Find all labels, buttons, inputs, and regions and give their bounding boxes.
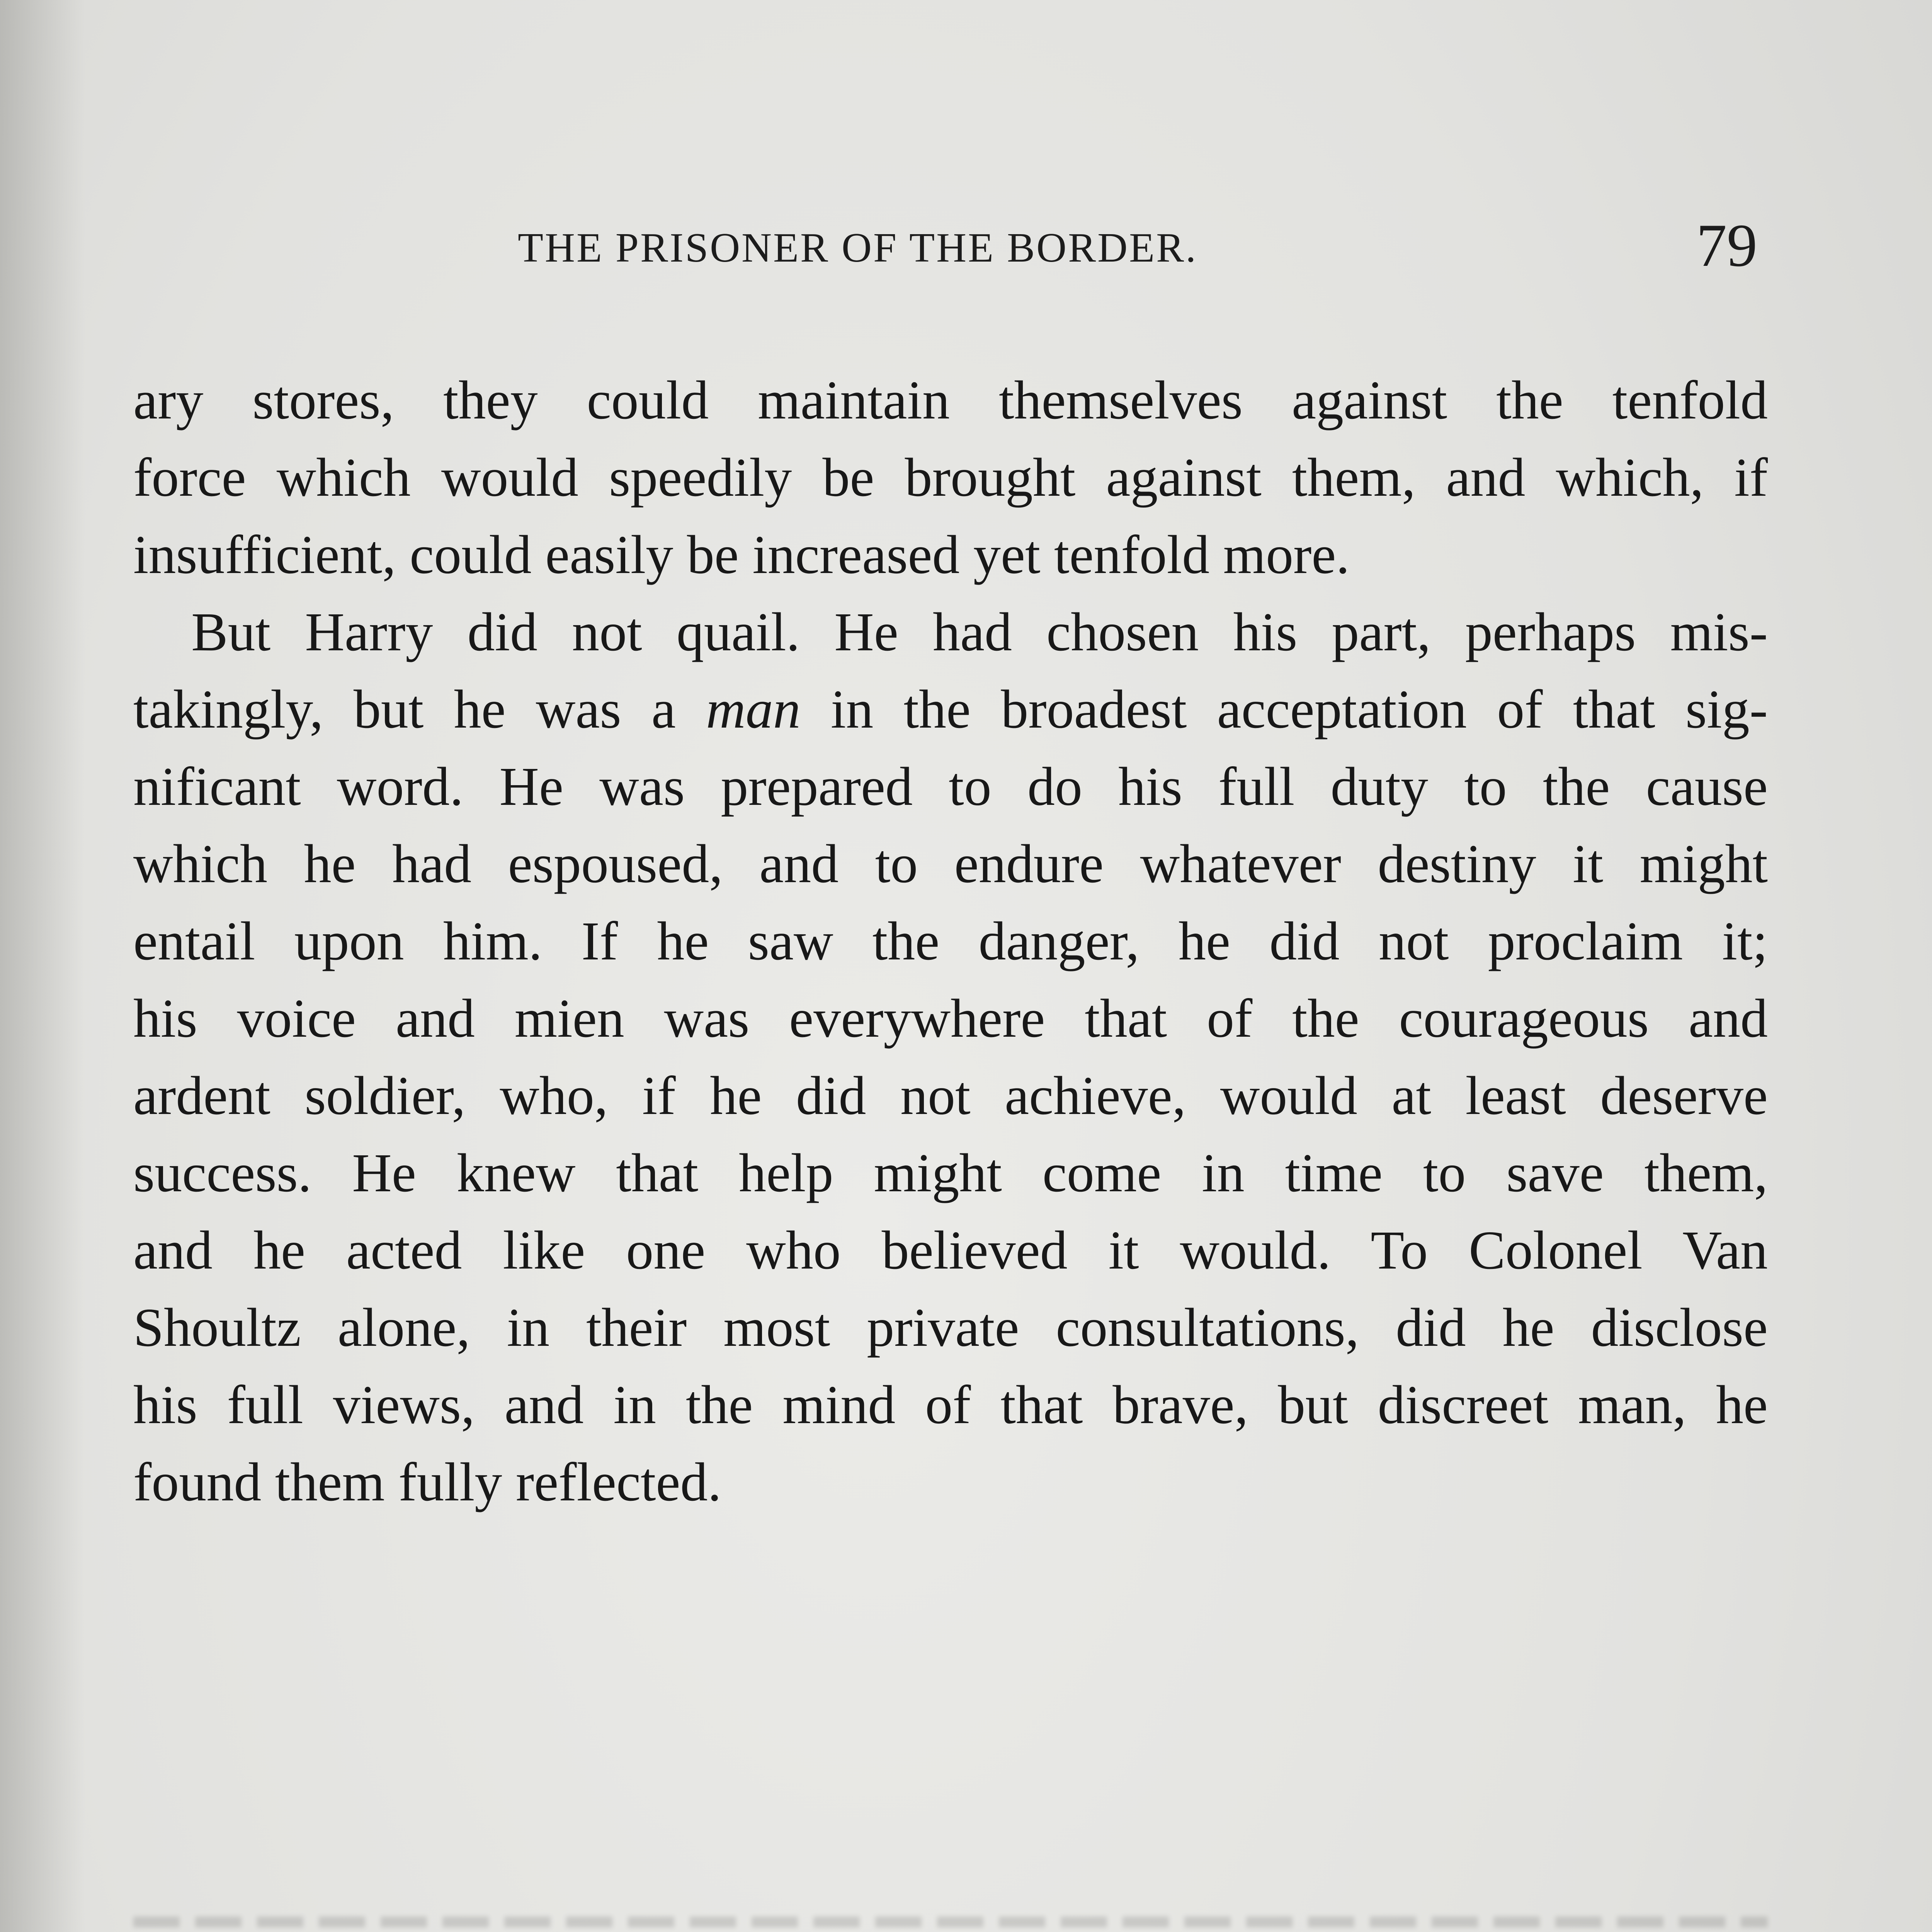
emphasized-word: man — [706, 679, 801, 740]
running-title: THE PRISONER OF THE BORDER. — [518, 225, 1198, 271]
text-line: his full views, and in the mind of that brave, but discreet man, he — [133, 1374, 1768, 1435]
text-line: entail upon him. If he saw the danger, he did not proclaim it; — [133, 910, 1768, 971]
text-line: and he acted like one who believed it would. To Colonel Van — [133, 1219, 1768, 1281]
text-line: ardent soldier, who, if he did not achieve, would at least deserve — [133, 1065, 1768, 1126]
text-line: force which would speedily be brought against them, and which, if — [133, 447, 1768, 508]
page-number: 79 — [1696, 212, 1757, 279]
text-line: success. He knew that help might come in time to save them, — [133, 1142, 1768, 1203]
text-line: nificant word. He was prepared to do his full duty to the cause — [133, 756, 1768, 817]
text-line: which he had espoused, and to endure whatever destiny it might — [133, 833, 1768, 894]
text-line: insufficient, could easily be increased yet tenfold more. — [133, 524, 1350, 585]
text-line: his voice and mien was everywhere that of the courageous and — [133, 988, 1768, 1049]
text-line: But Harry did not quail. He had chosen his part, perhaps mis- — [191, 601, 1768, 662]
text-line: Shoultz alone, in their most private consultations, did he disclose — [133, 1297, 1768, 1358]
text-fragment: takingly, but he was a — [133, 679, 706, 740]
bleed-through-line — [133, 1917, 1768, 1927]
text-fragment: in the broadest acceptation of that sig- — [800, 679, 1768, 740]
text-line: ary stores, they could maintain themselves against the tenfold — [133, 369, 1768, 430]
text-line-with-emphasis — [133, 670, 1768, 748]
body-text — [133, 361, 1768, 1520]
binding-shadow — [0, 0, 85, 1932]
text-line: found them fully reflected. — [133, 1451, 721, 1512]
bleed-through-text — [133, 1917, 1768, 1932]
